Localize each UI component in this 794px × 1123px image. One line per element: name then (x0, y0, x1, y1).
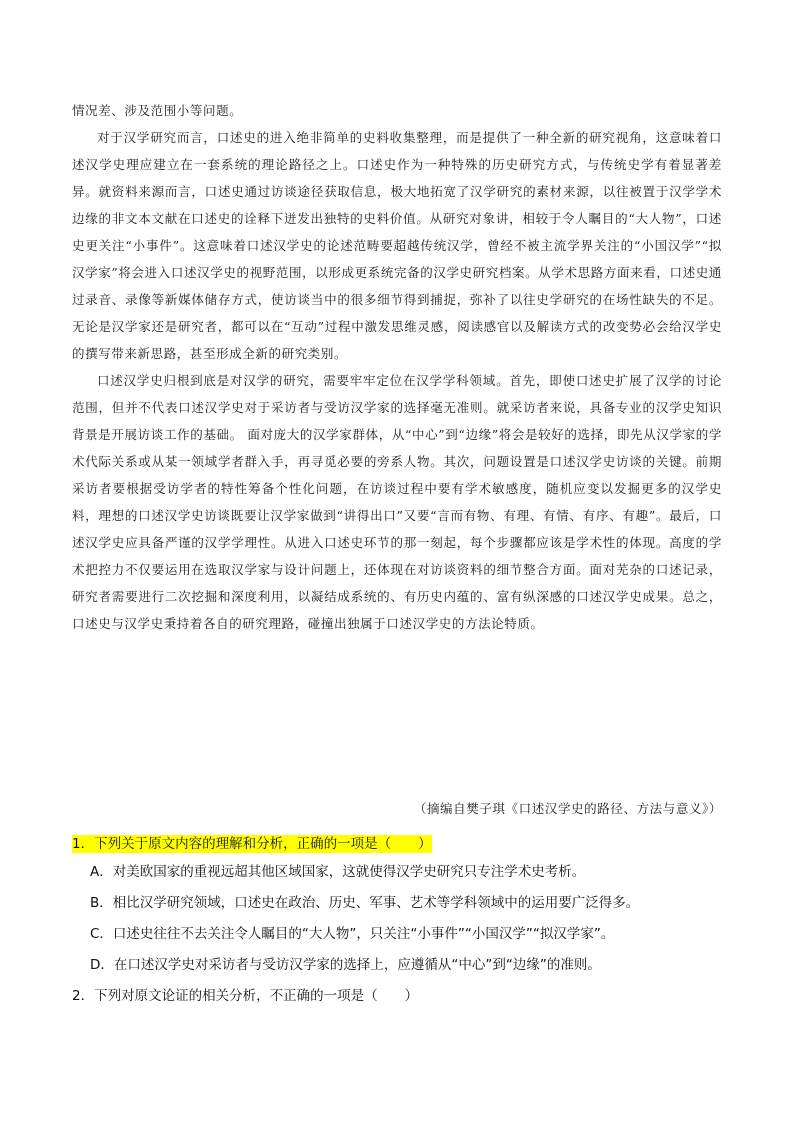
question-1-option-a[interactable]: A．对美欧国家的重视远超其他区域国家，这就使得汉学史研究只专注学术史考析。 (90, 864, 586, 880)
question-2 (72, 983, 722, 1009)
passage-paragraph-2: 对于汉学研究而言，口述史的进入绝非简单的史料收集整理，而是提供了一种全新的研究视角，这意味着口述汉学史理应建立在一套系统的理论路径之上。口述史作为一种特殊的历史研究方式，与传统史学有着显著差异。就资料来源而言，口述史通过访谈途径获取信息，极大地拓宽了汉学研究的素材来源，以往被置于汉学学术边缘的非文本文献在口述史的诠释下迸发出独特的史料价值。从研究对象讲，相较于令人瞩目的“大人物”，口述史更关注“小事件”。这意味着口述汉学史的论述范畴要超越传统汉学，曾经不被主流学界关注的“小国汉学”“拟汉学家”将会进入口述汉学史的视野范围，以形成更系统完备的汉学史研究档案。从学术思路方面来看，口述史通过录音、录像等新媒体储存方式，使访谈当中的很多细节得到捕捉，弥补了以往史学研究的在场性缺失的不足。无论是汉学家还是研究者，都可以在“互动”过程中激发思维灵感，阅读感官以及解读方式的改变势必会给汉学史的撰写带来新思路，甚至形成全新的研究类别。 (72, 130, 722, 361)
question-1-option-d[interactable]: D．在口述汉学史对采访者与受访汉学家的选择上，应遵循从“中心”到“边缘”的准则。 (90, 957, 601, 973)
passage-paragraph-continued: 情况差、涉及范围小等问题。 (72, 103, 243, 118)
question-section (72, 831, 722, 1009)
passage-source: （摘编自樊子琪《口述汉学史的路径、方法与意义》） (413, 801, 722, 816)
reading-passage (72, 97, 722, 637)
question-1-stem: 1．下列关于原文内容的理解和分析，正确的一项是（ ） (72, 836, 432, 852)
passage-paragraph-3: 口述汉学史归根到底是对汉学的研究，需要牢牢定位在汉学学科领域。首先，即使口述史扩展了汉学的讨论范围，但并不代表口述汉学史对于采访者与受访汉学家的选择毫无准则。就采访者来说，具备专业的汉学史知识背景是开展访谈工作的基础。 面对庞大的汉学家群体，从“中心”到“边缘”将会是较好的选择，即先从汉学家的学术代际关系或从某一领域学者群入手，再寻觅必要的旁系人物。其次，问题设置是口述汉学史访谈的关键。前期采访者要根据受访学者的特性筹备个性化问题，在访谈过程中要有学术敏感度，随机应变以发掘更多的汉学史料，理想的口述汉学史访谈既要让汉学家做到“讲得出口”又要“言而有物、有理、有情、有序、有趣”。最后，口述汉学史应具备严谨的汉学学理性。从进入口述史环节的那一刻起，每个步骤都应该是学术性的体现。高度的学术把控力不仅要运用在选取汉学家与设计问题上，还体现在对访谈资料的细节整合方面。面对芜杂的口述记录，研究者需要进行二次挖掘和深度利用，以凝结成系统的、有历史内蕴的、富有纵深感的口述汉学史成果。总之，口述史与汉学史秉持着各自的研究理路，碰撞出独属于口述汉学史的方法论特质。 (72, 373, 722, 631)
question-1-option-c[interactable]: C．口述史往往不去关注令人瞩目的“大人物”，只关注“小事件”“小国汉学”“拟汉学家”。 (90, 926, 615, 942)
question-1 (72, 831, 722, 857)
question-2-stem: 2．下列对原文论证的相关分析，不正确的一项是（ ） (72, 988, 419, 1004)
question-1-option-b[interactable]: B．相比汉学研究领域，口述史在政治、历史、军事、艺术等学科领域中的运用要广泛得多。 (90, 895, 640, 911)
